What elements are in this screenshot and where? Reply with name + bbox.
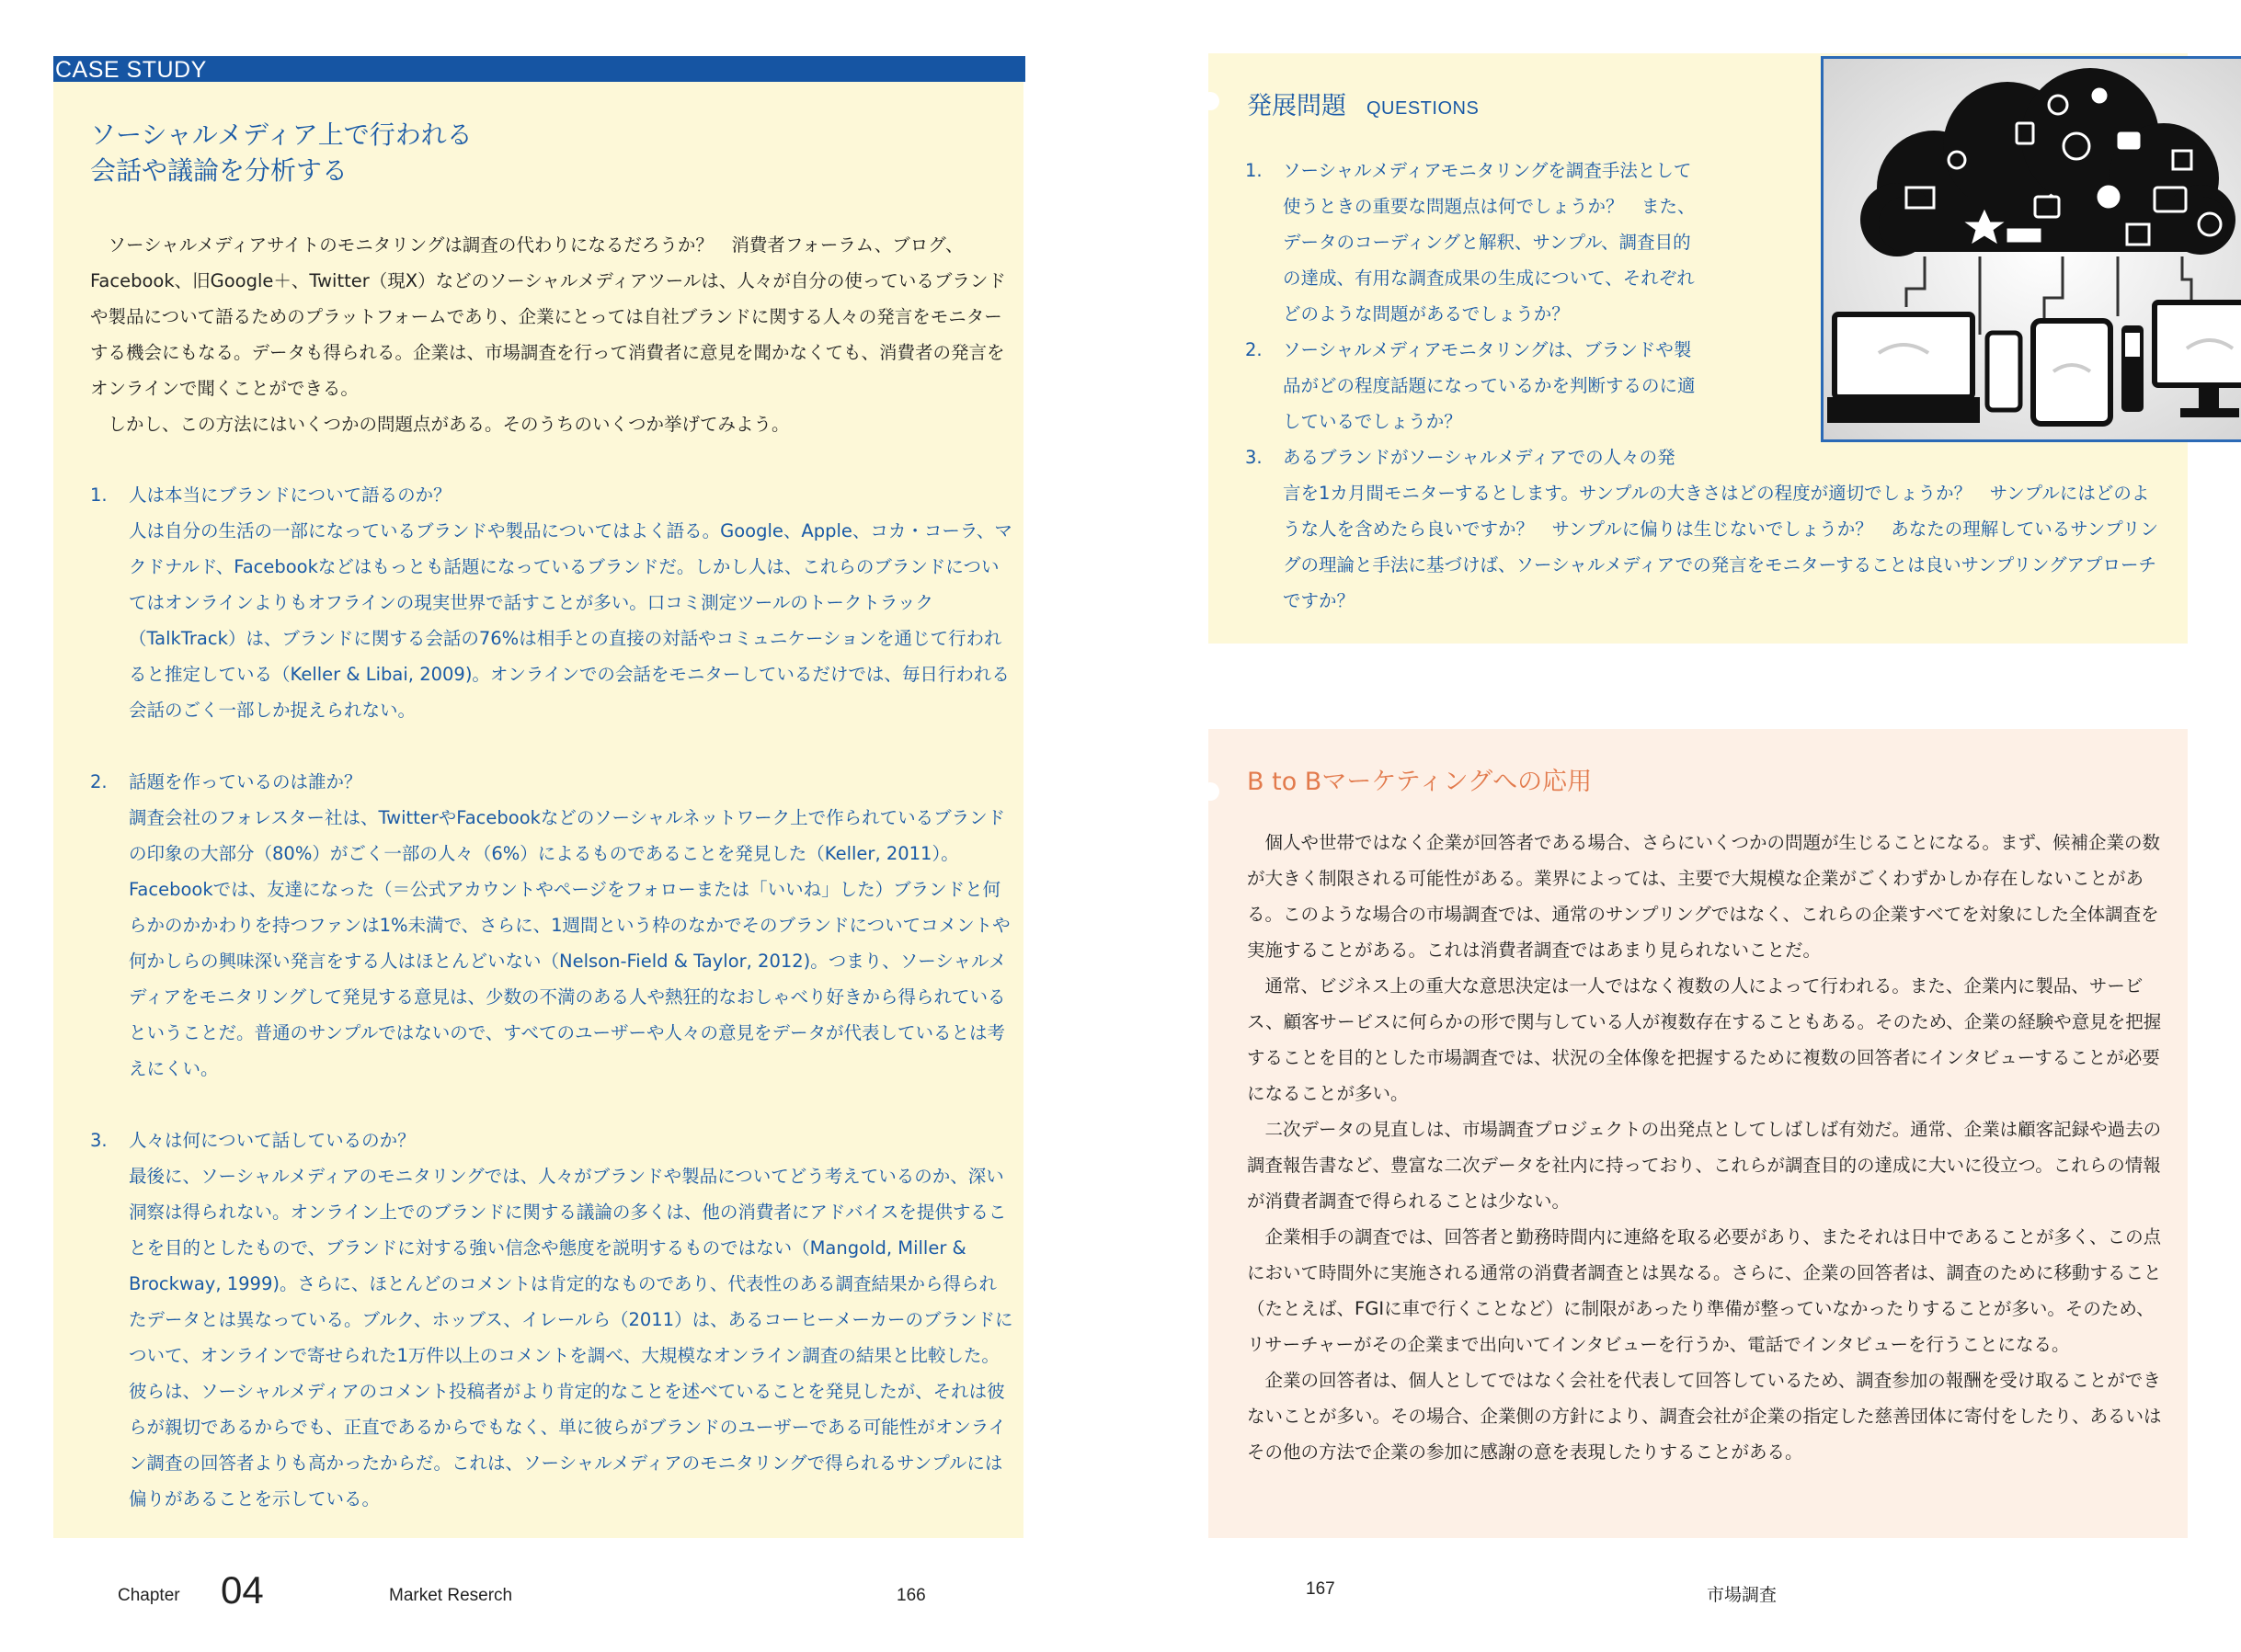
question-text-line1: あるブランドがソーシャルメディアでの人々の発 [1283,447,1675,468]
right-page [1120,0,2241,1652]
item-answer: 人は自分の生活の一部になっているブランドや製品についてはよく語る。Google、Apple、コカ・コーラ、マクドナルド、Facebookなどはもっとも話題になっているブランドだ。しかし人は、これらのブランドについてはオンラインよりもオフラインの現実世界で話すことが多い。口コミ測定ツールのトークトラック（TalkTrack）は、ブランドに関する会話の76%は相手との直接の対話やコミュニケーションを通じて行われると推定している（Keller & Libai, 2009)。オンラインでの会話をモニターしているだけでは、毎日行われる会話のごく一部しか捉えられない。 [129,520,1012,721]
case-study-title-line2: 会話や議論を分析する [90,155,349,186]
intro-paragraph: ソーシャルメディアサイトのモニタリングは調査の代わりになるだろうか？ 消費者フォーラム、ブログ、Facebook、旧Google＋、Twitter（現X）などのソーシャルメディアツールは、人々が自分の使っているブランドや製品について語るためのプラットフォームであり、企業にとっては自社ブランドに関する人々の発言をモニターする機会にもなる。データも得られる。企業は、市場調査を行って消費者に意見を聞かなくても、消費者の発言をオンラインで聞くことができる。 [90,234,1006,399]
question-item [1245,153,2165,332]
questions-list [1245,153,2165,619]
btob-paragraph: 二次データの見直しは、市場調査プロジェクトの出発点としてしばしば有効だ。通常、企業は顧客記録や過去の調査報告書など、豊富な二次データを社内に持っており、これらが調査目的の達成に大いに役立つ。これらの情報が消費者調査で得られることは少ない。 [1247,1119,2162,1212]
question-text: ソーシャルメディアモニタリングを調査手法として使うときの重要な問題点は何でしょうか？ また、データのコーディングと解釈、サンプル、調査目的の達成、有用な調査成果の生成について、それぞれどのような問題があるでしょうか？ [1283,160,1696,325]
btob-body [1247,825,2167,1470]
footer-page-number: 166 [897,1586,926,1605]
item-answer: 最後に、ソーシャルメディアのモニタリングでは、人々がブランドや製品についてどう考えているのか、深い洞察は得られない。オンライン上でのブランドに関する議論の多くは、他の消費者にアドバイスを提供することを目的としたもので、ブランドに対する強い信念や態度を説明するものではない（Mangold, Miller & Brockway, 1999)。さらに、ほとんどのコメントは肯定的なものであり、代表性のある調査結果から得られたデータとは異なっている。ブルク、ホッブス、イレールら（2011）は、あるコーヒーメーカーのブランドについて、オンラインで寄せられた1万件以上のコメントを調べ、大規模なオンライン調査の結果と比較した。彼らは、ソーシャルメディアのコメント投稿者がより肯定的なことを述べていることを発見したが、それは彼らが親切であるからでも、正直であるからでもなく、単に彼らがブランドのユーザーである可能性がオンライン調査の回答者よりも高かったからだ。これは、ソーシャルメディアのモニタリングで得られるサンプルには偏りがあることを示している。 [129,1166,1013,1510]
case-study-panel [53,56,1023,1538]
questions-panel [1208,53,2188,644]
question-text [1245,439,2165,619]
footer-chapter-label: Chapter [118,1586,180,1605]
btob-heading: B to Bマーケティングへの応用 [1247,768,1593,796]
footer-book-title: Market Reserch [389,1586,513,1605]
btob-panel [1208,729,2188,1538]
question-number: 1. [1245,160,1263,181]
case-study-item [90,477,1014,728]
question-number: 2. [1245,339,1263,360]
footer-book-title-ja: 市場調査 [1707,1585,1778,1605]
footer-chapter-number: 04 [221,1568,264,1612]
case-study-item [90,764,1014,1087]
questions-heading-ja: 発展問題 [1247,92,1346,120]
question-number: 3. [1245,447,1263,468]
left-page [0,0,1120,1652]
item-answer: 調査会社のフォレスター社は、TwitterやFacebookなどのソーシャルネットワーク上で作られているブランドの印象の大部分（80%）がごく一部の人々（6%）によるものであることを発見した（Keller, 2011）。Facebookでは、友達になった（＝公式アカウントやページをフォローまたは「いいね」した）ブランドと何らかのかかわりを持つファンは1%未満で、さらに、1週間という枠のなかでそのブランドについてコメントや何かしらの興味深い発言をする人はほとんどいない（Nelson-Field & Taylor, 2012)。つまり、ソーシャルメディアをモニタリングして発見する意見は、少数の不満のある人や熱狂的なおしゃべり好きから得られているということだ。普通のサンプルではないので、すべてのユーザーや人々の意見をデータが代表しているとは考えにくい。 [129,807,1011,1079]
case-study-title [90,117,642,188]
heading-marker [1201,782,1219,801]
item-number: 3. [90,1130,108,1151]
case-study-title-line1: ソーシャルメディア上で行われる [90,120,473,150]
questions-heading [1247,90,1479,125]
btob-paragraph: 通常、ビジネス上の重大な意思決定は一人ではなく複数の人によって行われる。また、企業内に製品、サービス、顧客サービスに何らかの形で関与している人が複数存在することもある。そのため、企業の経験や意見を把握することを目的とした市場調査では、状況の全体像を把握するために複数の回答者にインタビューすることが必要になることが多い。 [1247,975,2162,1104]
intro-paragraph: しかし、この方法にはいくつかの問題点がある。そのうちのいくつか挙げてみよう。 [108,414,790,435]
btob-paragraph: 個人や世帯ではなく企業が回答者である場合、さらにいくつかの問題が生じることになる。まず、候補企業の数が大きく制限される可能性がある。業界によっては、主要で大規模な企業がごくわずかしか存在しないことがある。このような場合の市場調査では、通常のサンプリングではなく、これらの企業すべてを対象にした全体調査を実施することがある。これは消費者調査ではあまり見られないことだ。 [1247,832,2160,961]
case-study-intro [90,227,1014,442]
item-question: 人は本当にブランドについて語るのか？ [129,484,452,506]
footer-page-number: 167 [1306,1579,1335,1599]
question-item [1245,439,2165,619]
question-text: ソーシャルメディアモニタリングは、ブランドや製品がどの程度話題になっているかを判断するのに適しているでしょうか？ [1283,339,1696,432]
question-item [1245,332,2165,439]
case-study-label: CASE STUDY [53,56,1025,82]
item-question: 話題を作っているのは誰か？ [129,771,362,792]
case-study-list [90,477,1014,1553]
btob-paragraph: 企業の回答者は、個人としてではなく会社を代表して回答しているため、調査参加の報酬を受け取ることができないことが多い。その場合、企業側の方針により、調査会社が企業の指定した慈善団体に寄付をしたり、あるいはその他の方法で企業の参加に感謝の意を表現したりすることがある。 [1247,1370,2162,1463]
item-question: 人々は何について話しているのか？ [129,1130,416,1151]
item-number: 2. [90,771,108,792]
btob-paragraph: 企業相手の調査では、回答者と勤務時間内に連絡を取る必要があり、またそれは日中であることが多く、この点において時間外に実施される通常の消費者調査とは異なる。さらに、企業の回答者は、調査のために移動すること（たとえば、FGIに車で行くことなど）に制限があったり準備が整っていなかったりすることが多い。そのため、リサーチャーがその企業まで出向いてインタビューを行うか、電話でインタビューを行うことになる。 [1247,1226,2162,1355]
questions-heading-en: QUESTIONS [1366,98,1480,119]
heading-marker [1201,92,1219,110]
item-number: 1. [90,484,108,506]
case-study-item [90,1122,1014,1517]
question-text-rest: 言を1カ月間モニターするとします。サンプルの大きさはどの程度が適切でしょうか？ サンプルにはどのような人を含めたら良いですか？ サンプルに偏りは生じないでしょうか？ あなたの理解しているサンプリングの理論と手法に基づけば、ソーシャルメディアでの発言をモニターすることは良いサンプリングアプローチですか？ [1283,483,2158,611]
